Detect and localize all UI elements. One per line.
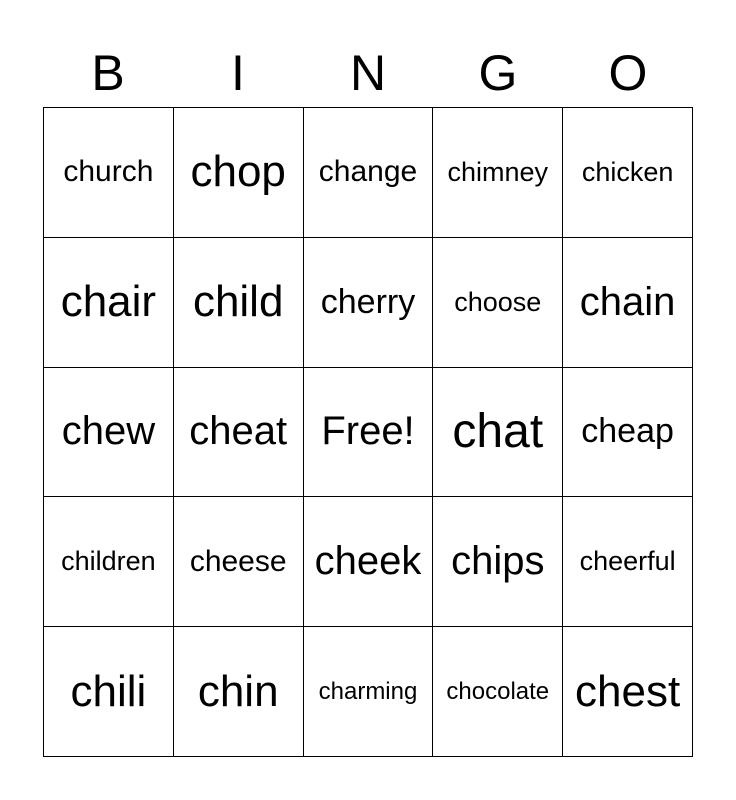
- bingo-cell-r4-c4[interactable]: chest: [563, 627, 693, 757]
- bingo-cell-r4-c1[interactable]: chin: [174, 627, 304, 757]
- bingo-cell-r2-c4[interactable]: cheap: [563, 368, 693, 498]
- bingo-cell-r4-c2[interactable]: charming: [304, 627, 434, 757]
- header-letter-i: I: [231, 45, 245, 101]
- bingo-cell-r2-c0[interactable]: chew: [44, 368, 174, 498]
- bingo-cell-r0-c3[interactable]: chimney: [433, 108, 563, 238]
- bingo-cell-r3-c4[interactable]: cheerful: [563, 497, 693, 627]
- bingo-cell-r3-c1[interactable]: cheese: [174, 497, 304, 627]
- bingo-cell-r0-c4[interactable]: chicken: [563, 108, 693, 238]
- bingo-cell-r3-c0[interactable]: children: [44, 497, 174, 627]
- bingo-cell-r1-c4[interactable]: chain: [563, 238, 693, 368]
- bingo-cell-r1-c3[interactable]: choose: [433, 238, 563, 368]
- bingo-cell-r4-c3[interactable]: chocolate: [433, 627, 563, 757]
- bingo-cell-r1-c1[interactable]: child: [174, 238, 304, 368]
- header-letter-o: O: [608, 45, 648, 101]
- bingo-header: [43, 40, 693, 106]
- bingo-cell-r1-c0[interactable]: chair: [44, 238, 174, 368]
- bingo-cell-r0-c1[interactable]: chop: [174, 108, 304, 238]
- bingo-cell-r1-c2[interactable]: cherry: [304, 238, 434, 368]
- header-letter-g: G: [478, 45, 518, 101]
- header-letter-n: N: [349, 45, 387, 101]
- bingo-cell-r3-c3[interactable]: chips: [433, 497, 563, 627]
- bingo-cell-r4-c0[interactable]: chili: [44, 627, 174, 757]
- bingo-cell-r2-c3[interactable]: chat: [433, 368, 563, 498]
- bingo-cell-r3-c2[interactable]: cheek: [304, 497, 434, 627]
- bingo-cell-r0-c2[interactable]: change: [304, 108, 434, 238]
- bingo-cell-r0-c0[interactable]: church: [44, 108, 174, 238]
- free-space-cell[interactable]: Free!: [304, 368, 434, 498]
- bingo-cell-r2-c1[interactable]: cheat: [174, 368, 304, 498]
- header-letter-b: B: [91, 45, 125, 101]
- bingo-board: [43, 107, 693, 757]
